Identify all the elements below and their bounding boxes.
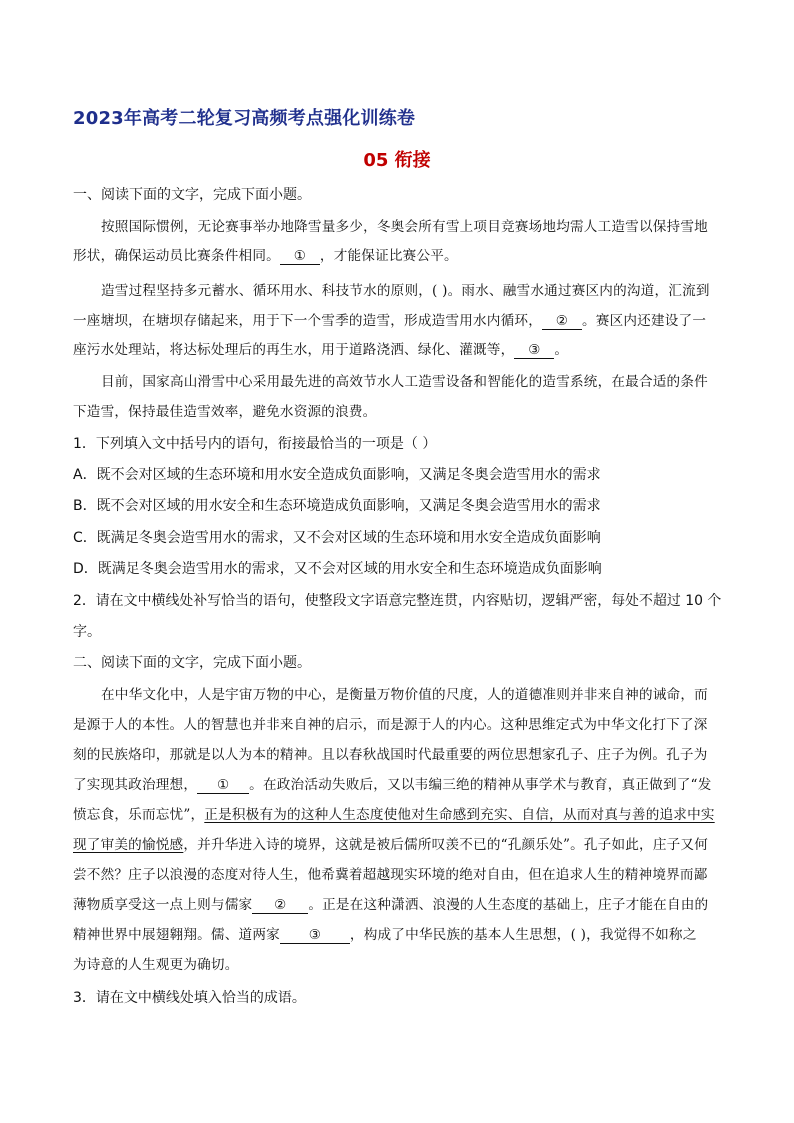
text-span: 一座塘坝，在塘坝存储起来，用于下一个雪季的造雪，形成造雪用水内循环，: [73, 313, 542, 329]
passage2-line: [73, 776, 712, 794]
underlined-sentence: 现了审美的愉悦感: [73, 837, 184, 853]
passage1-line: 造雪过程坚持多元蓄水、循环用水、科技节水的原则，( )。雨水、融雪水通过赛区内的沟道，汇流到: [101, 283, 710, 299]
part2-heading: 二、阅读下面的文字，完成下面小题。: [73, 655, 311, 671]
part1-heading: 一、阅读下面的文字，完成下面小题。: [73, 187, 311, 203]
text-span: 愤忘食，乐而忘忧”，: [73, 807, 205, 823]
passage2-line: [73, 926, 696, 944]
blank-2: ②: [252, 897, 308, 914]
text-span: 。正是在这种潇洒、浪漫的人生态度的基础上，庄子才能在自由的: [308, 897, 709, 913]
passage2-line: [73, 896, 708, 914]
text-span: 了实现其政治理想，: [73, 777, 198, 793]
passage1-line: 下造雪，保持最佳造雪效率，避免水资源的浪费。: [73, 404, 377, 420]
blank-3: ③: [280, 927, 350, 944]
option-c: C．既满足冬奥会造雪用水的需求，又不会对区域的生态环境和用水安全造成负面影响: [73, 530, 601, 546]
passage1-line: 按照国际惯例，无论赛事举办地降雪量多少，冬奥会所有雪上项目竞赛场地均需人工造雪以保持雪地: [101, 219, 708, 235]
passage1-line: [73, 312, 706, 330]
section-title: 05 衔接: [363, 150, 431, 171]
passage2-line: 在中华文化中，人是宇宙万物的中心，是衡量万物价值的尺度，人的道德准则并非来自神的诫命，而: [101, 687, 708, 703]
passage2-line: 尝不然？庄子以浪漫的态度对待人生，他希冀着超越现实环境的绝对自由，但在追求人生的精神境界而鄙: [73, 867, 708, 883]
question-1: 1．下列填入文中括号内的语句，衔接最恰当的一项是（ ）: [73, 436, 437, 452]
passage2-line: [73, 836, 708, 854]
passage1-line: [73, 247, 458, 265]
passage2-line: 为诗意的人生观更为确切。: [73, 957, 239, 973]
text-span: 座污水处理站，将达标处理后的再生水，用于道路浇洒、绿化、灌溉等，: [73, 342, 515, 358]
passage1-line: 目前，国家高山滑雪中心采用最先进的高效节水人工造雪设备和智能化的造雪系统，在最合适的条件: [101, 374, 708, 390]
text-span: 。: [554, 342, 569, 358]
blank-1: ①: [197, 777, 249, 794]
text-span: 精神世界中展翅翱翔。儒、道两家: [73, 927, 280, 943]
question-2: 2．请在文中横线处补写恰当的语句，使整段文字语意完整连贯，内容贴切，逻辑严密，每处不超过 10 个: [73, 593, 722, 609]
text-span: 。在政治活动失败后，又以韦编三绝的精神从事学术与教育，真正做到了“发: [249, 777, 712, 793]
blank-3: ③: [514, 342, 554, 359]
text-span: ，才能保证比赛公平。: [319, 248, 458, 264]
blank-1: ①: [280, 248, 320, 265]
option-b: B．既不会对区域的用水安全和生态环境造成负面影响，又满足冬奥会造雪用水的需求: [73, 498, 601, 514]
passage2-line: 刻的民族烙印，那就是以人为本的精神。且以春秋战国时代最重要的两位思想家孔子、庄子为例。孔子为: [73, 747, 708, 763]
text-span: 薄物质享受这一点上则与儒家: [73, 897, 253, 913]
document-title: 2023年高考二轮复习高频考点强化训练卷: [73, 108, 416, 129]
blank-2: ②: [542, 313, 582, 330]
option-d: D．既满足冬奥会造雪用水的需求，又不会对区域的用水安全和生态环境造成负面影响: [73, 561, 602, 577]
underlined-sentence: 正是积极有为的这种人生态度使他对生命感到充实、自信，从而对真与善的追求中实: [204, 807, 715, 823]
text-span: 。赛区内还建设了一: [582, 313, 707, 329]
passage2-line: 是源于人的本性。人的智慧也并非来自神的启示，而是源于人的内心。这种思维定式为中华文化打下了深: [73, 717, 708, 733]
text-span: ，构成了中华民族的基本人生思想，( )，我觉得不如称之: [349, 927, 697, 943]
text-span: ，并升华进入诗的境界，这就是被后儒所叹羡不已的“孔颜乐处”。孔子如此，庄子又何: [183, 837, 709, 853]
question-3: 3．请在文中横线处填入恰当的成语。: [73, 990, 306, 1006]
option-a: A．既不会对区域的生态环境和用水安全造成负面影响，又满足冬奥会造雪用水的需求: [73, 467, 601, 483]
passage1-line: [73, 341, 568, 359]
passage2-line: [73, 806, 715, 824]
question-2-cont: 字。: [73, 624, 101, 640]
text-span: 形状，确保运动员比赛条件相同。: [73, 248, 280, 264]
